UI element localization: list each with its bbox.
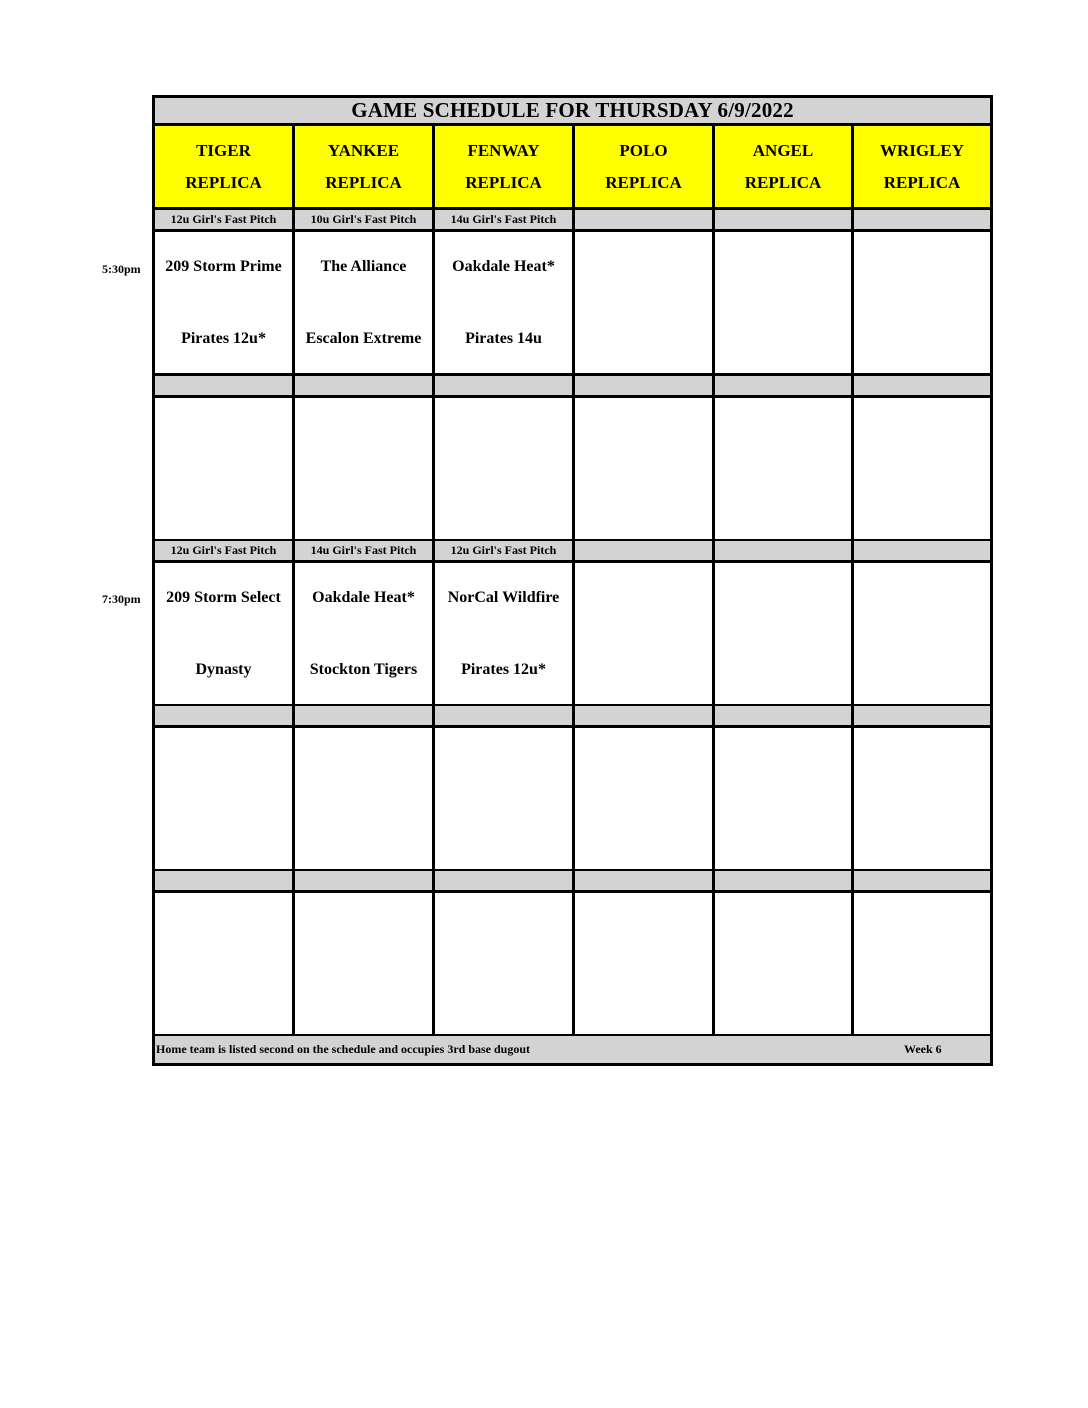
division-cell: [155, 871, 292, 890]
field-subtitle: REPLICA: [325, 172, 402, 192]
home-team: Pirates 14u: [465, 330, 542, 347]
game-cell: [295, 398, 432, 539]
division-cell: [854, 871, 990, 890]
game-cell: [435, 563, 572, 704]
game-cell: [155, 398, 292, 539]
game-cell: [155, 563, 292, 704]
game-cell: [854, 728, 990, 869]
game-cell: [155, 728, 292, 869]
home-team: Stockton Tigers: [309, 661, 418, 678]
division-cell: 12u Girl's Fast Pitch: [435, 541, 572, 560]
game-cell: [295, 893, 432, 1034]
away-team: The Alliance: [320, 258, 407, 275]
division-cell: 12u Girl's Fast Pitch: [155, 541, 292, 560]
away-team: 209 Storm Select: [166, 589, 281, 606]
division-cell: 12u Girl's Fast Pitch: [155, 210, 292, 229]
field-header-angel: [715, 126, 851, 207]
game-cell: [715, 893, 851, 1034]
division-cell: [854, 376, 990, 395]
away-team: Oakdale Heat*: [452, 258, 555, 275]
division-cell: [295, 871, 432, 890]
game-cell: [854, 563, 990, 704]
game-cell: [155, 232, 292, 373]
field-name: YANKEE: [327, 140, 400, 160]
game-cell: [575, 893, 712, 1034]
game-cell: [575, 728, 712, 869]
game-cell: [854, 893, 990, 1034]
game-cell: [575, 398, 712, 539]
game-cell: [295, 232, 432, 373]
division-cell: [295, 376, 432, 395]
game-cell: [715, 398, 851, 539]
game-cell: [295, 728, 432, 869]
division-cell: [715, 541, 851, 560]
home-team: Pirates 12u*: [181, 330, 266, 347]
division-cell: 10u Girl's Fast Pitch: [295, 210, 432, 229]
game-cell: [295, 563, 432, 704]
division-cell: [854, 541, 990, 560]
game-cell: [435, 398, 572, 539]
home-team: Dynasty: [195, 661, 252, 678]
field-header-tiger: [155, 126, 292, 207]
division-cell: [575, 210, 712, 229]
game-cell: [435, 728, 572, 869]
division-cell: [155, 376, 292, 395]
week-label: Week 6: [904, 1042, 942, 1056]
away-team: Oakdale Heat*: [312, 589, 415, 606]
game-cell: [854, 232, 990, 373]
field-name: FENWAY: [467, 140, 540, 160]
field-subtitle: REPLICA: [185, 172, 262, 192]
division-cell: [295, 706, 432, 725]
division-cell: [715, 210, 851, 229]
home-team: Escalon Extreme: [305, 330, 422, 347]
game-cell: [155, 893, 292, 1034]
game-cell: [575, 563, 712, 704]
schedule-footer: [155, 1036, 990, 1063]
division-cell: [575, 871, 712, 890]
field-name: WRIGLEY: [879, 140, 965, 160]
field-header-fenway: [435, 126, 572, 207]
field-subtitle: REPLICA: [883, 172, 961, 192]
game-cell: [715, 563, 851, 704]
away-team: 209 Storm Prime: [165, 258, 282, 275]
game-cell: [435, 232, 572, 373]
division-cell: [715, 376, 851, 395]
field-header-yankee: [295, 126, 432, 207]
division-cell: 14u Girl's Fast Pitch: [435, 210, 572, 229]
field-header-wrigley: [854, 126, 990, 207]
field-subtitle: REPLICA: [744, 172, 822, 192]
division-cell: [854, 210, 990, 229]
division-cell: [435, 376, 572, 395]
division-cell: [575, 541, 712, 560]
schedule-title: GAME SCHEDULE FOR THURSDAY 6/9/2022: [155, 98, 990, 123]
division-cell: [575, 376, 712, 395]
schedule-table: [152, 95, 993, 1066]
away-team: NorCal Wildfire: [447, 589, 560, 606]
game-cell: [854, 398, 990, 539]
field-header-polo: [575, 126, 712, 207]
game-cell: [715, 728, 851, 869]
field-name: TIGER: [196, 140, 251, 160]
home-team-note: Home team is listed second on the schedule and occupies 3rd base dugout: [156, 1042, 531, 1056]
division-cell: [854, 706, 990, 725]
game-cell: [715, 232, 851, 373]
field-name: ANGEL: [752, 140, 814, 160]
slot-time-label: 7:30pm: [102, 592, 141, 606]
division-cell: [155, 706, 292, 725]
division-cell: [715, 706, 851, 725]
home-team: Pirates 12u*: [461, 661, 546, 678]
game-cell: [575, 232, 712, 373]
field-subtitle: REPLICA: [605, 172, 682, 192]
division-cell: [435, 706, 572, 725]
slot-time-label: 5:30pm: [102, 262, 141, 276]
field-subtitle: REPLICA: [465, 172, 542, 192]
division-cell: [435, 871, 572, 890]
field-name: POLO: [619, 140, 668, 160]
division-cell: [575, 706, 712, 725]
division-cell: 14u Girl's Fast Pitch: [295, 541, 432, 560]
division-cell: [715, 871, 851, 890]
game-cell: [435, 893, 572, 1034]
